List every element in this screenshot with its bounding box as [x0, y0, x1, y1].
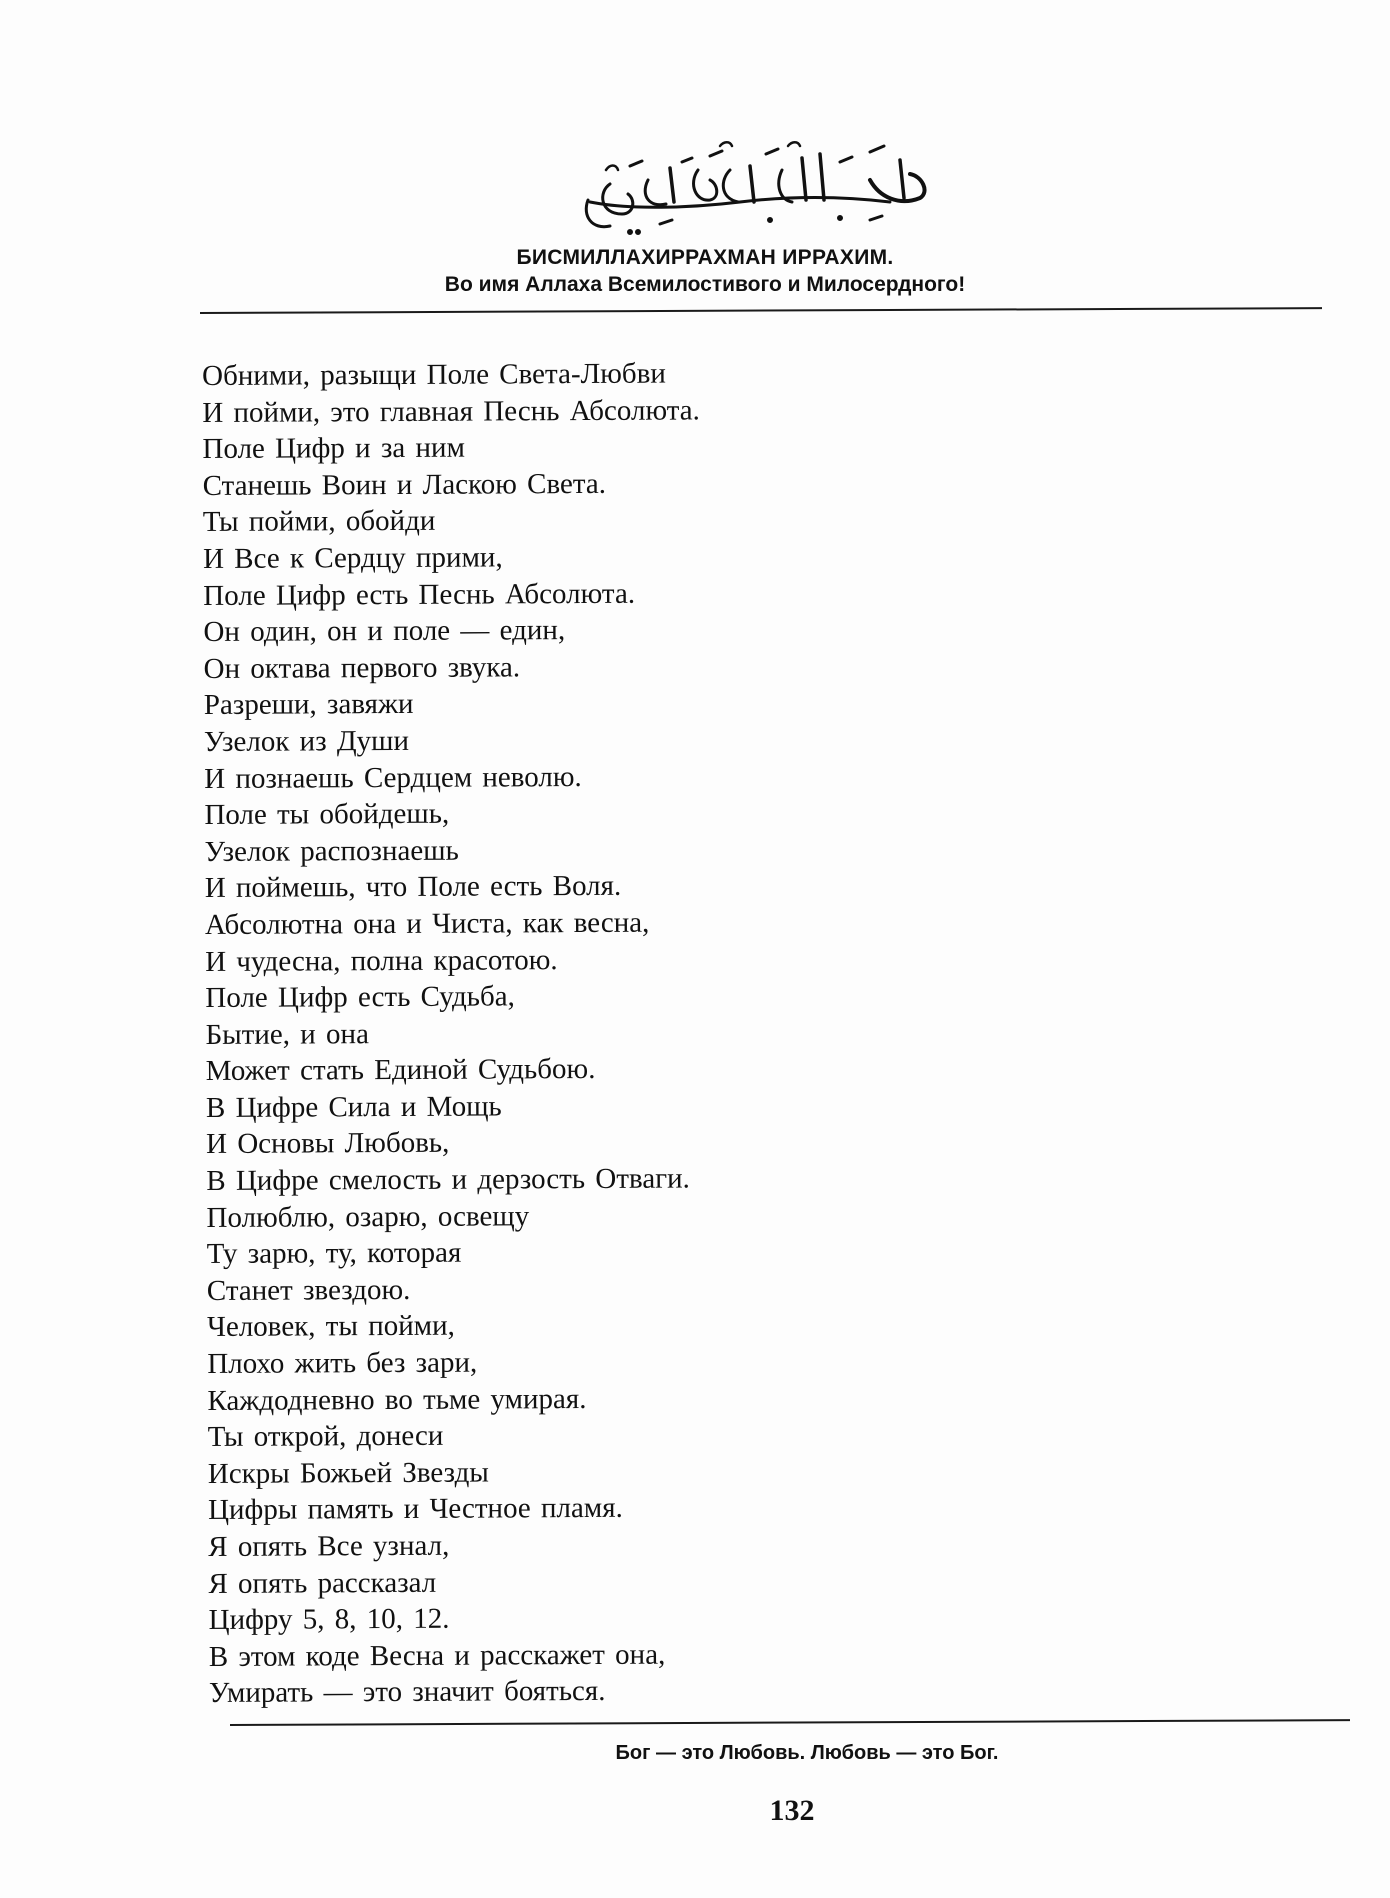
poem-line: Умирать — это значит бояться. [208, 1675, 606, 1710]
poem-line: Цифры память и Честное пламя. [207, 1492, 623, 1527]
footer-divider [230, 1719, 1350, 1726]
poem-line: Поле Цифр и за ним [202, 431, 465, 466]
poem-line: Каждодневно во тьме умирая. [207, 1382, 587, 1417]
poem-line: Станет звездою. [206, 1273, 411, 1307]
poem-line: В Цифре смелость и дерзость Отваги. [206, 1162, 690, 1198]
poem-line: Он октава первого звука. [203, 651, 521, 685]
poem-line: И чудесна, полна красотою. [205, 943, 558, 978]
poem-line: Полюблю, озарю, освещу [206, 1199, 530, 1234]
header-title: БИСМИЛЛАХИРРАХМАН ИРРАХИМ. [516, 246, 894, 269]
header-divider [200, 307, 1322, 314]
poem-line: Он один, он и поле — един, [203, 614, 566, 649]
page-number: 132 [769, 1794, 815, 1827]
poem-line: Может стать Единой Судьбою. [205, 1053, 596, 1088]
poem-line: Ту зарю, ту, которая [206, 1236, 462, 1271]
poem-line: Станешь Воин и Ласкою Света. [202, 467, 607, 502]
poem-line: Поле ты обойдешь, [204, 797, 450, 832]
poem-line: Ты пойми, обойди [202, 505, 436, 539]
poem-line: И поймешь, что Поле есть Воля. [204, 870, 622, 905]
bismillah-calligraphy-icon [570, 140, 940, 240]
poem-line: Поле Цифр есть Судьба, [205, 980, 515, 1015]
poem-line: В Цифре Сила и Мощь [205, 1090, 502, 1124]
poem-line: Разреши, завяжи [203, 688, 414, 722]
poem-line: Поле Цифр есть Песнь Абсолюта. [203, 577, 636, 612]
poem-line: Я опять рассказал [208, 1566, 437, 1600]
poem-line: Я опять Все узнал, [208, 1529, 450, 1563]
poem-line: И познаешь Сердцем неволю. [204, 760, 582, 795]
poem-line: Цифру 5, 8, 10, 12. [208, 1602, 450, 1637]
poem-line: Искры Божьей Звезды [207, 1456, 489, 1490]
poem-line: Обними, разыщи Поле Света-Любви [202, 357, 666, 392]
poem-line: Плохо жить без зари, [207, 1346, 478, 1381]
poem-line: И Основы Любовь, [206, 1127, 450, 1161]
poem-line: Абсолютна она и Чиста, как весна, [204, 906, 650, 941]
poem-line: И Все к Сердцу прими, [202, 541, 503, 575]
poem-body [202, 353, 1109, 1712]
poem-line: И пойми, это главная Песнь Абсолюта. [202, 393, 700, 429]
header-subtitle: Во имя Аллаха Всемилостивого и Милосердного! [444, 273, 966, 296]
poem-line: Человек, ты пойми, [206, 1310, 455, 1344]
poem-line: Узелок из Души [203, 724, 410, 758]
footer-motto: Бог — это Любовь. Любовь — это Бог. [615, 1742, 999, 1764]
poem-line: Узелок распознаешь [204, 834, 459, 868]
poem-line: Бытие, и она [205, 1017, 369, 1051]
poem-line: В этом коде Весна и расскажет она, [208, 1638, 666, 1673]
poem-line: Ты открой, донеси [207, 1419, 444, 1454]
